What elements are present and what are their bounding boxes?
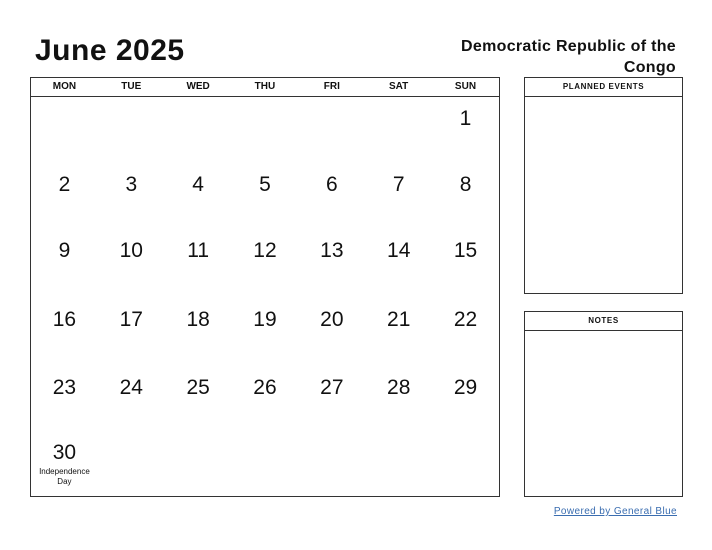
weekday-sat: SAT xyxy=(389,81,409,92)
day-4: 4 xyxy=(192,173,204,196)
planned-events-panel xyxy=(524,77,683,294)
country-name: Democratic Republic of the Congo xyxy=(461,38,676,76)
day-grid xyxy=(31,97,499,497)
day-19: 19 xyxy=(253,308,277,331)
holiday-label: Independence Day xyxy=(39,467,90,486)
day-6: 6 xyxy=(326,173,338,196)
day-15: 15 xyxy=(453,239,478,262)
day-29: 29 xyxy=(453,376,478,399)
day-20: 20 xyxy=(320,308,344,331)
day-26: 26 xyxy=(253,376,277,399)
weekday-thu: THU xyxy=(254,81,276,92)
day-27: 27 xyxy=(320,376,344,399)
day-5: 5 xyxy=(259,173,271,196)
day-3: 3 xyxy=(125,173,138,196)
day-11: 11 xyxy=(187,239,210,262)
day-7: 7 xyxy=(392,173,405,196)
powered-by-link[interactable]: Powered by General Blue xyxy=(553,506,677,517)
weekday-mon: MON xyxy=(52,81,77,92)
day-1: 1 xyxy=(459,107,472,130)
day-30: 30 xyxy=(52,441,77,464)
day-25: 25 xyxy=(186,376,210,399)
day-2: 2 xyxy=(58,173,71,196)
day-14: 14 xyxy=(387,239,411,262)
month-calendar xyxy=(30,77,500,497)
weekday-sun: SUN xyxy=(454,81,477,92)
day-23: 23 xyxy=(52,376,77,399)
day-13: 13 xyxy=(320,239,344,262)
day-17: 17 xyxy=(119,308,143,331)
notes-panel xyxy=(524,311,683,497)
day-22: 22 xyxy=(453,308,478,331)
day-9: 9 xyxy=(58,239,71,262)
day-21: 21 xyxy=(387,308,411,331)
weekday-wed: WED xyxy=(186,81,210,92)
day-16: 16 xyxy=(52,308,77,331)
weekday-tue: TUE xyxy=(121,81,142,92)
weekday-fri: FRI xyxy=(323,81,340,92)
weekday-header xyxy=(31,78,499,97)
day-18: 18 xyxy=(186,308,210,331)
day-24: 24 xyxy=(119,376,143,399)
day-12: 12 xyxy=(253,239,277,262)
planned-events-heading: PLANNED EVENTS xyxy=(525,78,682,97)
day-8: 8 xyxy=(459,173,472,196)
day-10: 10 xyxy=(119,239,143,262)
day-28: 28 xyxy=(387,376,411,399)
notes-heading: NOTES xyxy=(525,312,682,331)
page-title: June 2025 xyxy=(35,34,185,67)
